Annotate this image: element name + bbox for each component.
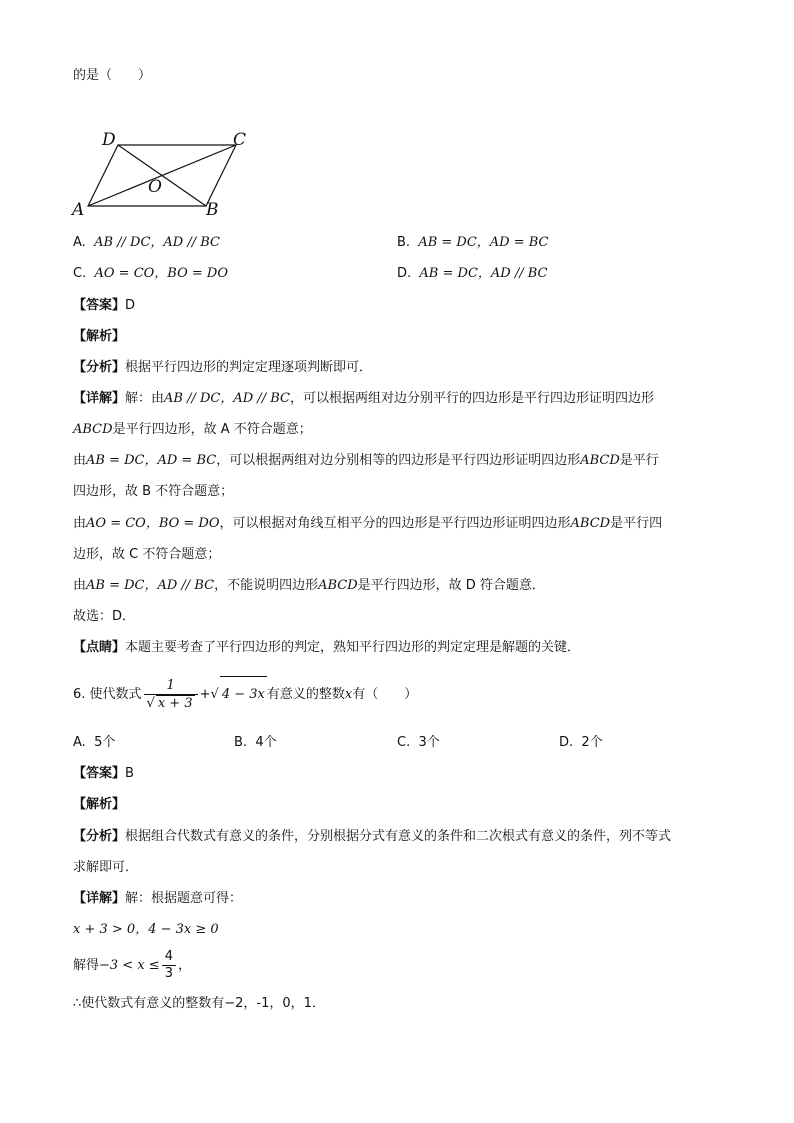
q5-option-a: A. AB // DC，AD // BC bbox=[73, 235, 220, 250]
q6-solution: 解得−3 < x ≤ $\frac{4}{3}$ ， bbox=[73, 949, 191, 981]
q6-inequalities: x + 3 > 0，4 − 3x ≥ 0 bbox=[73, 922, 219, 937]
q6-option-c: C. 3个 bbox=[397, 735, 440, 750]
q5-option-d: D. AB = DC，AD // BC bbox=[397, 266, 548, 281]
q5-line5: 由AO = CO，BO = DO，可以根据对角线互相平分的四边形是平行四边形证明四边形ABCD是平行四 bbox=[73, 516, 663, 531]
q6-stem: 6. 使代数式 $\frac{1}{√ x + 3}$ +√ 4 − 3x 有意义的整数x有（ ） bbox=[73, 676, 417, 713]
label-O: O bbox=[148, 177, 162, 197]
q5-line6: 边形，故 C 不符合题意； bbox=[73, 547, 221, 562]
q5-option-b: B. AB = DC，AD = BC bbox=[397, 235, 549, 250]
q6-fraction: $\frac{1}{√ x + 3}$ bbox=[144, 678, 198, 712]
q5-choose: 故选：D． bbox=[73, 609, 136, 624]
q6-fenxi-line1: 【分析】根据组合代数式有意义的条件，分别根据分式有意义的条件和二次根式有意义的条件，列不等式 bbox=[73, 829, 672, 844]
q6-xiangjie: 【详解】解：根据题意可得： bbox=[73, 891, 243, 906]
label-A: A bbox=[72, 200, 85, 218]
q5-line7: 由AB = DC，AD // BC，不能说明四边形ABCD是平行四边形，故 D 符合题意． bbox=[73, 578, 545, 593]
q6-analysis-heading: 【解析】 bbox=[73, 797, 126, 812]
q6-conclusion: ∴使代数式有意义的整数有−2，-1，0，1． bbox=[73, 996, 325, 1011]
q5-line4: 四边形，故 B 不符合题意； bbox=[73, 484, 234, 499]
q6-option-b: B. 4个 bbox=[234, 735, 277, 750]
q5-analysis-heading: 【解析】 bbox=[73, 329, 126, 344]
q6-solution-fraction: $\frac{4}{3}$ bbox=[162, 949, 176, 982]
q5-xiangjie-line1: 【详解】解：由AB // DC，AD // BC，可以根据两组对边分别平行的四边形是平行四边形证明四边形 bbox=[73, 391, 654, 406]
label-D: D bbox=[102, 130, 116, 150]
label-B: B bbox=[206, 200, 219, 218]
q5-option-c: C. AO = CO，BO = DO bbox=[73, 266, 228, 281]
label-C: C bbox=[233, 130, 247, 150]
q5-xiangjie-line2: ABCD是平行四边形，故 A 不符合题意； bbox=[73, 422, 312, 437]
q5-line3: 由AB = DC，AD = BC，可以根据两组对边分别相等的四边形是平行四边形证明四边形ABCD是平行 bbox=[73, 453, 659, 468]
parallelogram-figure bbox=[68, 128, 268, 218]
q6-option-d: D. 2个 bbox=[559, 735, 603, 750]
intro-text: 的是（ ） bbox=[73, 68, 152, 83]
q5-fenxi: 【分析】根据平行四边形的判定定理逐项判断即可． bbox=[73, 360, 373, 375]
q6-fenxi-line2: 求解即可． bbox=[73, 860, 139, 875]
q5-dianjing: 【点睛】本题主要考查了平行四边形的判定，熟知平行四边形的判定定理是解题的关键． bbox=[73, 640, 581, 655]
q5-answer: 【答案】D bbox=[73, 298, 136, 313]
q6-answer: 【答案】B bbox=[73, 766, 134, 781]
q6-option-a: A. 5个 bbox=[73, 735, 116, 750]
